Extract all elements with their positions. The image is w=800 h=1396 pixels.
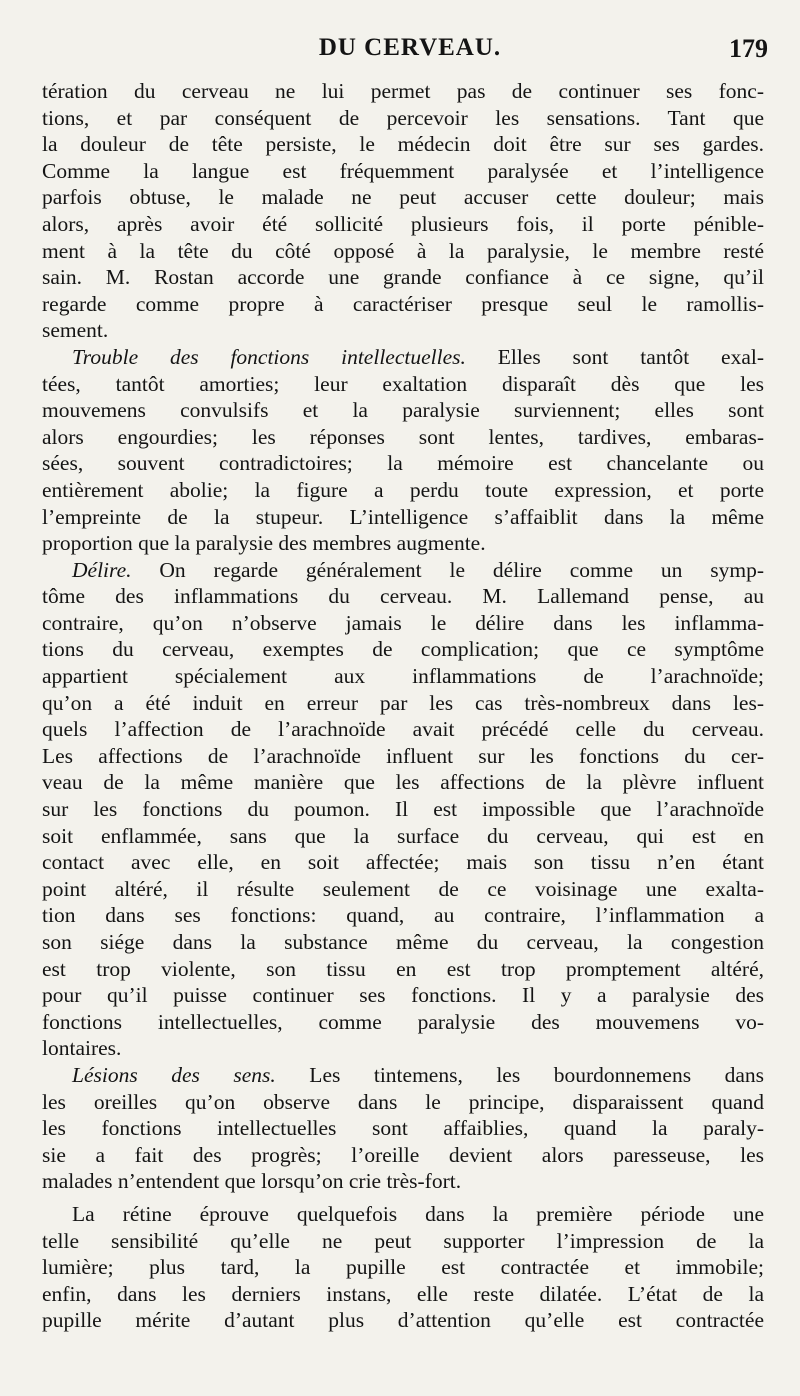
text-line (42, 450, 764, 477)
text-line (42, 769, 764, 796)
line-text: proportion que la paralysie des membres augmente. (42, 531, 486, 556)
text-line (42, 636, 764, 663)
line-text: Comme la langue est fréquemment paralysée et l’intelligence (42, 158, 764, 183)
line-text: la douleur de tête persiste, le médecin doit être sur ses gardes. (42, 132, 764, 157)
text-line (42, 876, 764, 903)
line-text: tées, tantôt amorties; leur exaltation disparaît dès que les (42, 371, 764, 396)
text-line (42, 1035, 764, 1062)
text-line (42, 158, 764, 185)
line-text: telle sensibilité qu’elle ne peut supporter l’impression de la (42, 1228, 764, 1253)
text-line (42, 131, 764, 158)
text-line (42, 610, 764, 637)
line-text: les fonctions intellectuelles sont affaiblies, quand la paraly- (42, 1116, 764, 1141)
text-line (42, 956, 764, 983)
line-text: malades n’entendent que lorsqu’on crie très-fort. (42, 1169, 462, 1194)
line-text: mouvemens convulsifs et la paralysie surviennent; elles sont (42, 398, 764, 423)
text-line (42, 1201, 764, 1228)
text-line (42, 982, 764, 1009)
section-heading: Lésions des sens. (72, 1062, 276, 1087)
text-line (42, 583, 764, 610)
text-line (42, 1142, 764, 1169)
text-line (42, 1062, 764, 1089)
text-line (42, 344, 764, 371)
line-text: point altéré, il résulte seulement de ce voisinage une exalta- (42, 876, 764, 901)
text-line (42, 902, 764, 929)
text-line (42, 1115, 764, 1142)
line-text: lontaires. (42, 1036, 122, 1061)
line-text: son siége dans la substance même du cerveau, la congestion (42, 930, 764, 954)
text-line (42, 105, 764, 132)
text-line (42, 743, 764, 770)
line-text: tôme des inflammations du cerveau. M. Lallemand pense, au (42, 584, 764, 609)
line-text: sées, souvent contradictoires; la mémoire est chancelante ou (42, 451, 764, 476)
line-text: tions du cerveau, exemptes de complication; que ce symptôme (42, 637, 764, 662)
line-text: fonctions intellectuelles, comme paralysie des mouvemens vo- (42, 1009, 764, 1034)
text-line (42, 397, 764, 424)
line-text: contact avec elle, en soit affectée; mais son tissu n’en étant (42, 850, 764, 875)
line-text: Les affections de l’arachnoïde influent sur les fonctions du cer- (42, 743, 764, 768)
line-text: sain. M. Rostan accorde une grande confiance à ce signe, qu’il (42, 265, 764, 290)
text-line (42, 184, 764, 211)
line-text: regarde comme propre à caractériser presque seul le ramollis- (42, 291, 764, 316)
text-line (42, 211, 764, 238)
line-text: sie a fait des progrès; l’oreille devient alors paresseuse, les (42, 1142, 764, 1167)
text-line (42, 1009, 764, 1036)
section-heading: Trouble des fonctions intellectuelles. (72, 344, 466, 369)
line-text: La rétine éprouve quelquefois dans la première période une (72, 1201, 764, 1226)
text-line (42, 929, 764, 956)
line-text: enfin, dans les derniers instans, elle reste dilatée. L’état de la (42, 1281, 764, 1306)
text-line (42, 557, 764, 584)
text-line (42, 1254, 764, 1281)
text-line (42, 1089, 764, 1116)
text-line (42, 796, 764, 823)
line-text: les oreilles qu’on observe dans le principe, disparaissent quand (42, 1089, 764, 1114)
line-text: tions, et par conséquent de percevoir les sensations. Tant que (42, 105, 764, 130)
line-text: l’empreinte de la stupeur. L’intelligence s’affaiblit dans la même (42, 504, 764, 529)
line-text: ment à la tête du côté opposé à la paralysie, le membre resté (42, 238, 764, 263)
line-text: On regarde généralement le délire comme un symp- (131, 557, 764, 582)
text-line (42, 238, 764, 265)
text-line (42, 530, 764, 557)
line-text: parfois obtuse, le malade ne peut accuser cette douleur; mais (42, 185, 764, 210)
running-head: DU CERVEAU. (318, 34, 502, 61)
line-text: est trop violente, son tissu en est trop promptement altéré, (42, 956, 764, 981)
line-text: Les tintemens, les bourdonnemens dans (275, 1062, 764, 1087)
line-text: quels l’affection de l’arachnoïde avait précédé celle du cerveau. (42, 717, 764, 742)
line-text: contraire, qu’on n’observe jamais le délire dans les inflamma- (42, 610, 764, 635)
line-text: lumière; plus tard, la pupille est contractée et immobile; (42, 1255, 764, 1280)
line-text: pupille mérite d’autant plus d’attention qu’elle est contractée (42, 1308, 764, 1333)
text-line (42, 663, 764, 690)
line-text: Elles sont tantôt exal- (465, 344, 765, 369)
line-text: soit enflammée, sans que la surface du cerveau, qui est en (42, 823, 764, 848)
line-text: tération du cerveau ne lui permet pas de continuer ses fonc- (42, 79, 764, 103)
line-text: entièrement abolie; la figure a perdu toute expression, et porte (42, 477, 764, 502)
line-text: veau de la même manière que les affections de la plèvre influent (42, 770, 764, 795)
text-line (42, 317, 764, 344)
text-line (42, 1281, 764, 1308)
text-line (42, 1168, 764, 1195)
page-number: 179 (729, 34, 768, 63)
text-line (42, 477, 764, 504)
text-line (42, 78, 764, 105)
text-line (42, 1307, 764, 1334)
section-heading: Délire. (72, 557, 132, 582)
text-line (42, 424, 764, 451)
text-line (42, 264, 764, 291)
text-line (42, 291, 764, 318)
text-line (42, 849, 764, 876)
line-text: pour qu’il puisse continuer ses fonctions. Il y a paralysie des (42, 983, 764, 1008)
text-line (42, 504, 764, 531)
line-text: sur les fonctions du poumon. Il est impossible que l’arachnoïde (42, 797, 764, 822)
line-text: tion dans ses fonctions: quand, au contraire, l’inflammation a (42, 903, 764, 928)
text-line (42, 823, 764, 850)
text-line (42, 690, 764, 717)
text-line (42, 1228, 764, 1255)
body-text (42, 78, 764, 1334)
line-text: sement. (42, 318, 109, 343)
page-header (50, 30, 770, 70)
line-text: qu’on a été induit en erreur par les cas très-nombreux dans les- (42, 690, 764, 715)
line-text: alors engourdies; les réponses sont lentes, tardives, embaras- (42, 424, 764, 449)
text-line (42, 371, 764, 398)
line-text: alors, après avoir été sollicité plusieurs fois, il porte pénible- (42, 211, 764, 236)
line-text: appartient spécialement aux inflammations de l’arachnoïde; (42, 664, 764, 689)
text-line (42, 716, 764, 743)
